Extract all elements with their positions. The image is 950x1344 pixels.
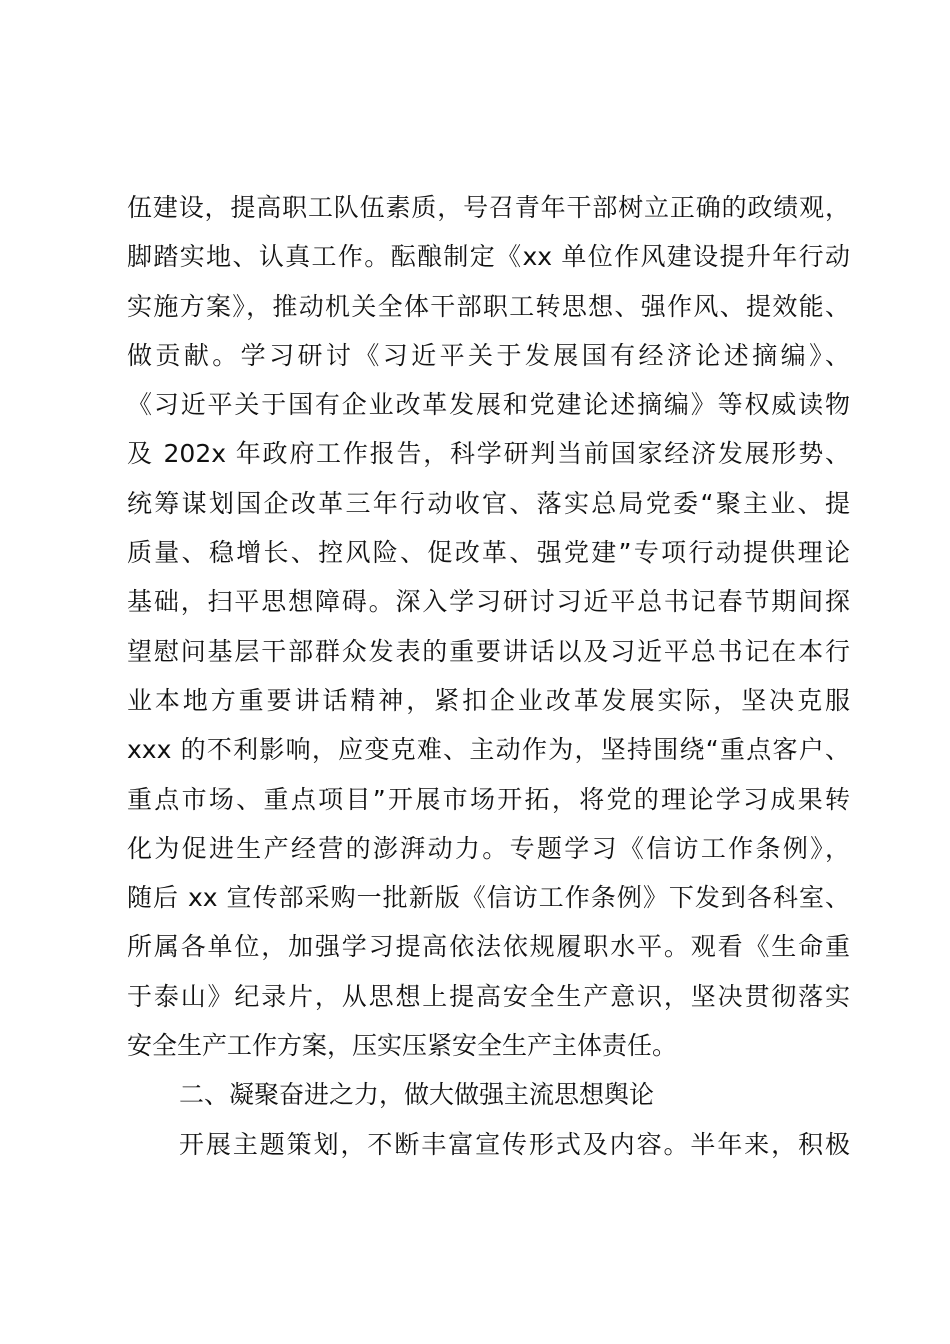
text-line: 统筹谋划国企改革三年行动收官、落实总局党委“聚主业、提	[127, 488, 850, 518]
text-line: 业本地方重要讲话精神，紧扣企业改革发展实际，坚决克服	[127, 685, 850, 715]
text-line: 伍建设，提高职工队伍素质，号召青年干部树立正确的政绩观，	[127, 193, 850, 222]
text-line: 望慰问基层干部群众发表的重要讲话以及习近平总书记在本行	[127, 636, 850, 666]
document-body	[127, 183, 850, 1169]
text-line: 脚踏实地、认真工作。酝酿制定《xx 单位作风建设提升年行动	[127, 242, 850, 272]
text-line: 质量、稳增长、控风险、促改革、强党建”专项行动提供理论	[127, 538, 850, 568]
text-line: 随后 xx 宣传部采购一批新版《信访工作条例》下发到各科室、	[127, 883, 850, 913]
text-line: 化为促进生产经营的澎湃动力。专题学习《信访工作条例》，	[127, 833, 850, 863]
text-line: 《习近平关于国有企业改革发展和党建论述摘编》等权威读物	[127, 390, 850, 420]
text-line: 实施方案》，推动机关全体干部职工转思想、强作风、提效能、	[127, 291, 850, 321]
text-line: 基础，扫平思想障碍。深入学习研讨习近平总书记春节期间探	[127, 587, 850, 617]
text-line: 开展主题策划，不断丰富宣传形式及内容。半年来，积极	[179, 1129, 850, 1159]
text-line: 重点市场、重点项目”开展市场开拓，将党的理论学习成果转	[127, 784, 850, 814]
text-line: 及 202x 年政府工作报告，科学研判当前国家经济发展形势、	[127, 439, 850, 469]
text-line: 所属各单位，加强学习提高依法依规履职水平。观看《生命重	[127, 932, 850, 962]
paragraph	[127, 1120, 850, 1169]
section-heading: 二、凝聚奋进之力，做大做强主流思想舆论	[179, 1080, 655, 1110]
text-line: 安全生产工作方案，压实压紧安全生产主体责任。	[127, 1031, 678, 1061]
text-line: 做贡献。学习研讨《习近平关于发展国有经济论述摘编》、	[127, 340, 850, 370]
text-line: xxx 的不利影响，应变克难、主动作为，坚持围绕“重点客户、	[127, 735, 850, 765]
text-line: 于泰山》纪录片，从思想上提高安全生产意识，坚决贯彻落实	[127, 981, 850, 1011]
paragraph	[127, 183, 850, 1070]
